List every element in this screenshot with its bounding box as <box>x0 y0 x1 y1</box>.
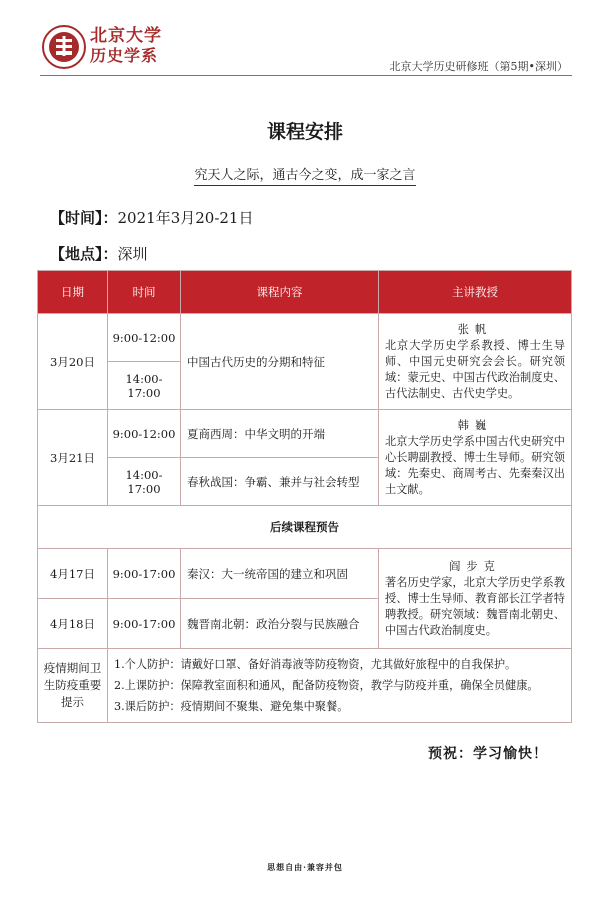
course-cell: 魏晋南北朝：政治分裂与民族融合 <box>181 599 379 649</box>
place-value: 深圳 <box>117 245 148 263</box>
notes-row <box>38 649 572 723</box>
header-course: 课程内容 <box>181 271 379 314</box>
time-value: 2021年3月20-21日 <box>117 209 254 227</box>
logo-line-department: 历史学系 <box>90 46 159 65</box>
subtitle-text: 究天人之际，通古今之变，成一家之言 <box>194 168 415 186</box>
professor-bio: 著名历史学家，北京大学历史学系教授、博士生导师、教育部长江学者特聘教授。研究领域：魏晋南北朝史、中国古代政治制度史。 <box>385 575 565 637</box>
university-seal-icon <box>42 25 86 69</box>
time-cell: 9:00-12:00 <box>108 410 181 458</box>
table-row <box>38 549 572 599</box>
header-divider <box>40 75 572 76</box>
professor-bio: 北京大学历史学系中国古代史研究中心长聘副教授、博士生导师。研究领域：先秦史、商周考古、先秦秦汉出土文献。 <box>385 434 565 496</box>
course-cell: 夏商西周：中华文明的开端 <box>181 410 379 458</box>
preview-row <box>38 506 572 549</box>
course-cell: 春秋战国：争霸、兼并与社会转型 <box>181 458 379 506</box>
department-logo-text <box>90 26 162 66</box>
table-row <box>38 410 572 458</box>
professor-bio: 北京大学历史学系教授、博士生导师、中国元史研究会会长。研究领域：蒙元史、中国古代政治制度史、古代法制史、古代史学史。 <box>385 338 565 400</box>
time-cell: 9:00-17:00 <box>108 549 181 599</box>
time-label: 【时间】： <box>50 209 118 227</box>
date-cell: 4月18日 <box>38 599 108 649</box>
professor-name: 张帆 <box>457 322 493 336</box>
header-date: 日期 <box>38 271 108 314</box>
course-cell: 中国古代历史的分期和特征 <box>181 314 379 410</box>
page-title: 课程安排 <box>266 121 343 143</box>
event-location <box>50 243 148 264</box>
professor-name: 阎步克 <box>449 559 501 573</box>
professor-cell <box>379 549 572 649</box>
place-label: 【地点】： <box>50 245 118 263</box>
time-cell: 9:00-17:00 <box>108 599 181 649</box>
date-cell: 3月21日 <box>38 410 108 506</box>
course-cell: 秦汉：大一统帝国的建立和巩固 <box>181 549 379 599</box>
footer-motto: 思想自由·兼容并包 <box>267 862 343 872</box>
preview-label: 后续课程预告 <box>38 506 572 549</box>
notes-cell <box>108 649 572 723</box>
professor-cell <box>379 410 572 506</box>
professor-name: 韩巍 <box>457 418 493 432</box>
header-time: 时间 <box>108 271 181 314</box>
table-header-row <box>38 271 572 314</box>
note-item: 3.课后防护：疫情期间不聚集、避免集中聚餐。 <box>114 700 349 713</box>
professor-cell <box>379 314 572 410</box>
subtitle-motto <box>0 164 610 183</box>
date-cell: 3月20日 <box>38 314 108 410</box>
note-item: 2.上课防护：保障教室面积和通风，配备防疫物资，教学与防疫并重，确保全员健康。 <box>114 679 539 692</box>
note-item: 1.个人防护：请戴好口罩、备好消毒液等防疫物资，尤其做好旅程中的自我保护。 <box>114 658 517 671</box>
notes-label: 疫情期间卫生防疫重要提示 <box>38 649 108 723</box>
program-label: 北京大学历史研修班（第5期•深圳） <box>389 60 568 73</box>
time-cell: 9:00-12:00 <box>108 314 181 362</box>
event-time <box>50 207 253 228</box>
time-cell: 14:00-17:00 <box>108 362 181 410</box>
header-professor: 主讲教授 <box>379 271 572 314</box>
date-cell: 4月17日 <box>38 549 108 599</box>
closing-wish: 预祝：学习愉快！ <box>428 746 548 762</box>
logo-line-university: 北京大学 <box>90 26 162 46</box>
table-row <box>38 314 572 362</box>
time-cell: 14:00-17:00 <box>108 458 181 506</box>
course-schedule-table <box>37 270 572 723</box>
page-header <box>40 22 572 76</box>
